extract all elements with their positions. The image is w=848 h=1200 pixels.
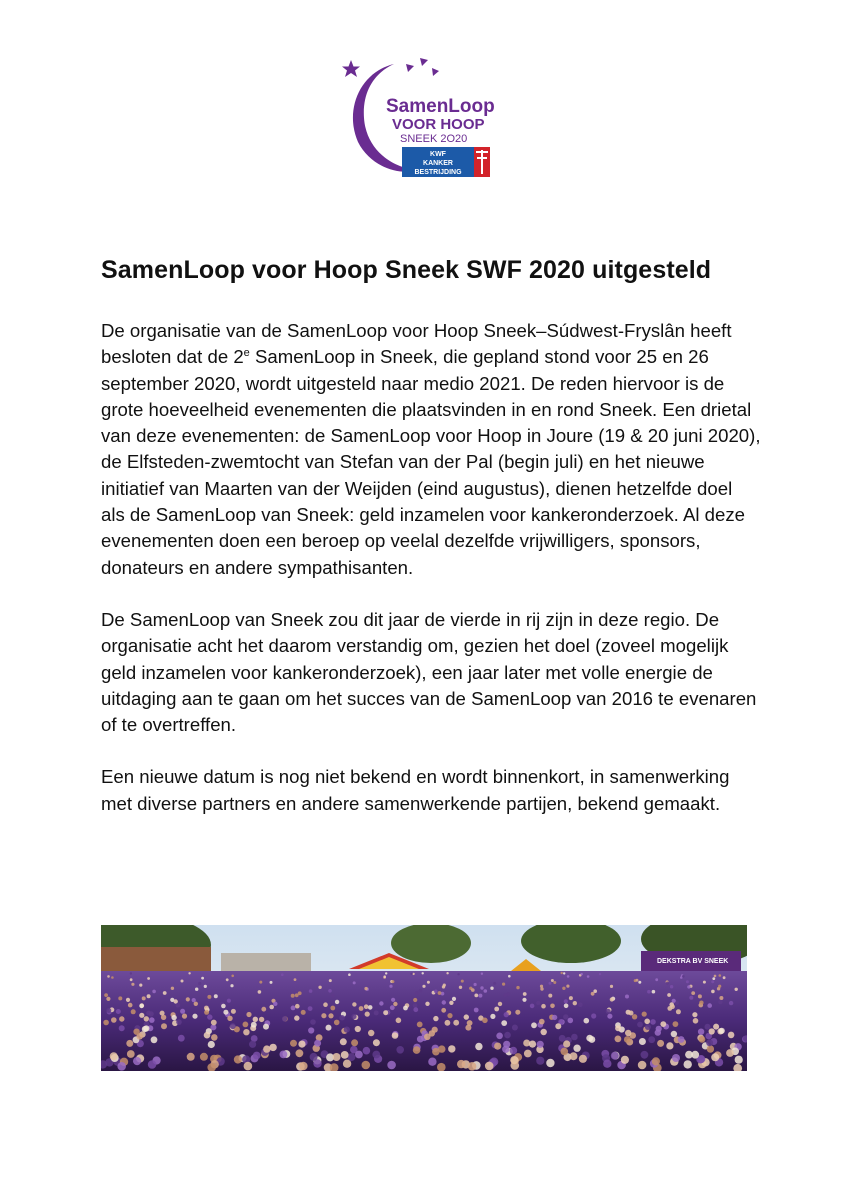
kwf-line1: KWF [430,151,446,158]
paragraph-2: De SamenLoop van Sneek zou dit jaar de vierde in rij zijn in deze regio. De organisatie acht het daarom verstandig om, gezien het doel (zoveel mogelijk geld inzamelen voor kankeronderzoek), een jaar later met volle energie de uitdaging aan te gaan om het succes van de SamenLoop van 2016 te evenaren of te overtreffen. [101,608,757,736]
paragraph-1-part-a: De organisatie van de SamenLoop voor Hoop Sneek–Súdwest-Fryslân heeft besloten dat de 2 [101,320,732,368]
page-title: SamenLoop voor Hoop Sneek SWF 2020 uitgesteld [101,256,712,284]
samenloop-logo [336,52,508,180]
paragraph-3: Een nieuwe datum is nog niet bekend en wordt binnenkort, in samenwerking met diverse partners en andere samenwerkende partijen, bekend gemaakt. [101,766,730,814]
logo-line1: SamenLoop [386,96,495,117]
event-crowd-photo [101,925,747,1071]
superscript-e: e [243,347,250,360]
kwf-line3: BESTRIJDING [414,169,462,176]
photo-banner-text: DEKSTRA BV SNEEK [657,958,729,965]
paragraph-1 [101,318,761,581]
logo-line3: SNEEK 2O20 [400,133,468,145]
paragraph-1-part-b: SamenLoop in Sneek, die gepland stond voor 25 en 26 september 2020, wordt uitgesteld naar medio 2021. De reden hiervoor is de grote hoeveelheid evenementen die plaatsvinden in en rond Sneek. Een drietal van deze evenementen: de SamenLoop voor Hoop in Joure (19 & 20 juni 2020), de Elfsteden-zwemtocht van Stefan van der Pal (begin juli) en het nieuwe initiatief van Maarten van der Weijden (eind augustus), dienen hetzelfde doel als de SamenLoop van Sneek: geld inzamelen voor kankeronderzoek. Al deze evenementen doen een beroep op veelal dezelfde vrijwilligers, sponsors, donateurs en andere sympathisanten. [101,346,761,578]
logo-line2: VOOR HOOP [392,116,485,133]
article-body [101,318,761,843]
kwf-line2: KANKER [423,160,453,167]
